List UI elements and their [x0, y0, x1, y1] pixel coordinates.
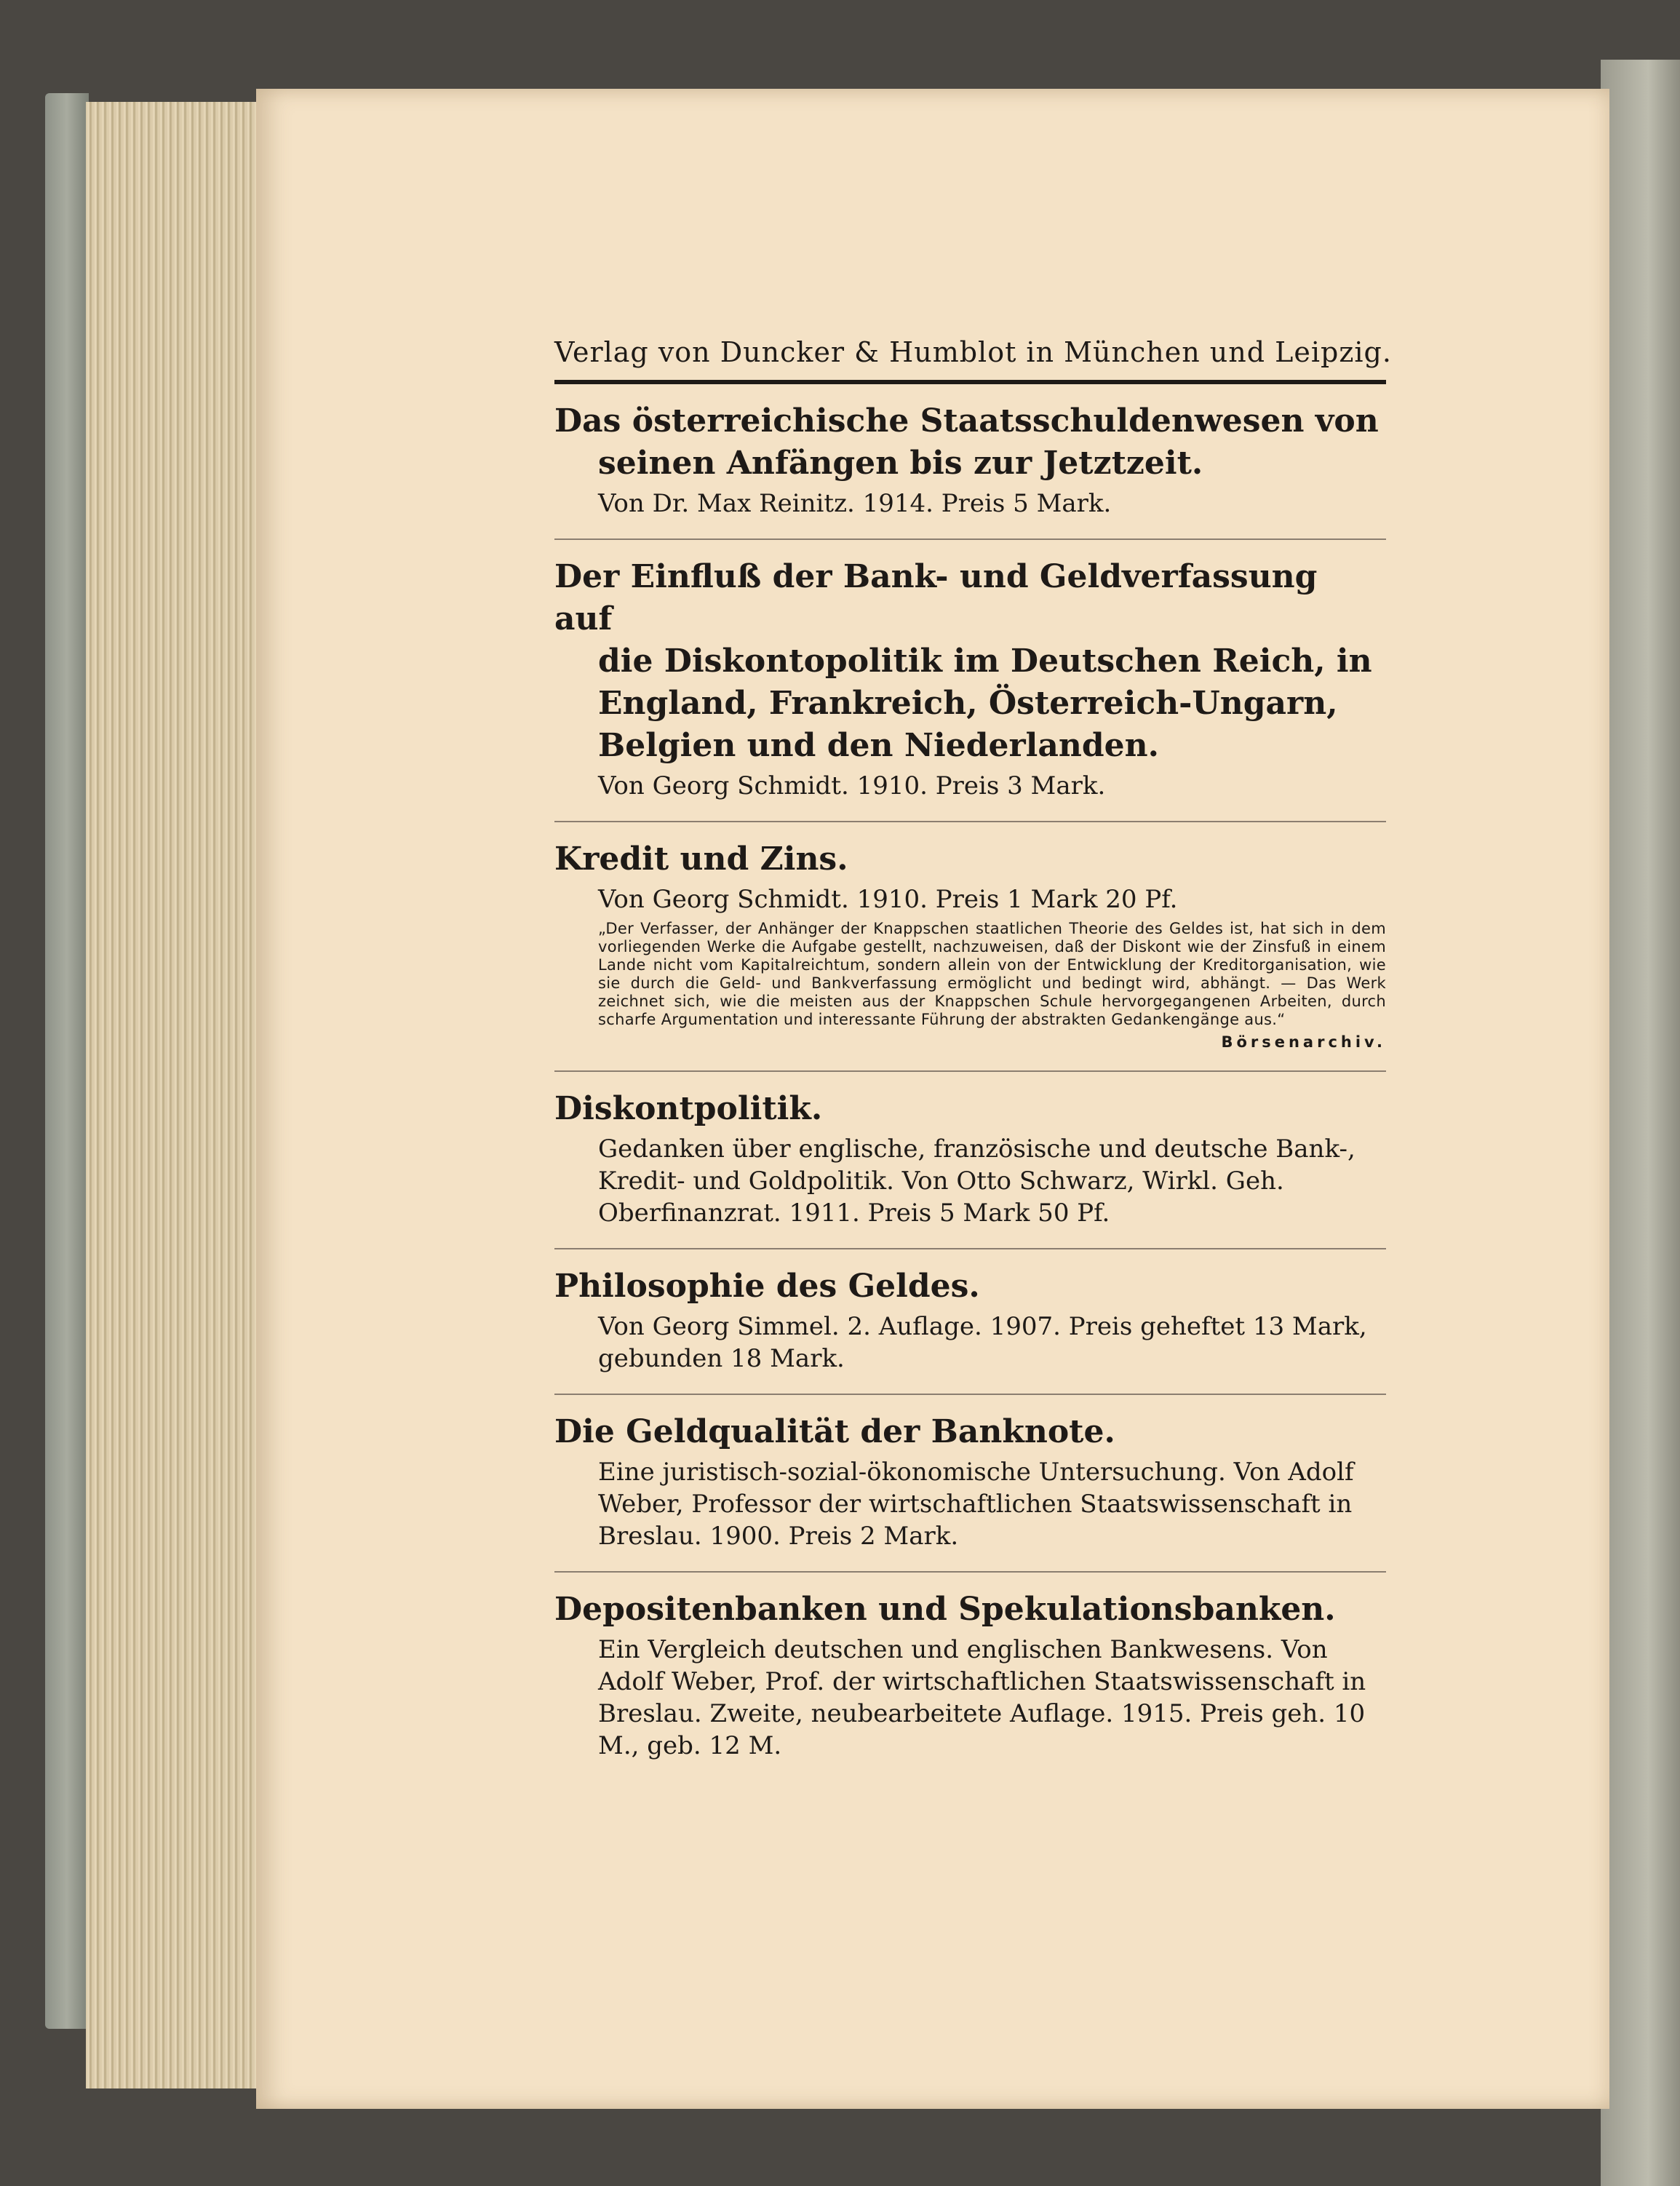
title-line: seinen Anfängen bis zur Jetztzeit. [598, 445, 1203, 482]
title-line: Belgien und den Niederlanden. [598, 727, 1159, 764]
catalog-entry [554, 384, 1386, 540]
entry-title [554, 838, 1386, 881]
entry-title [554, 1411, 1386, 1453]
page-edges [86, 102, 268, 2088]
catalog-entry [554, 540, 1386, 822]
book-cover-right [1601, 60, 1680, 2186]
entry-details: Eine juristisch-sozial-ökonomische Untersuchung. Von Adolf Weber, Professor der wirtschaftlichen Staatswissenschaft in Breslau. 1900. Preis 2 Mark. [598, 1458, 1354, 1551]
publisher-catalog [554, 336, 1392, 1781]
entry-title [554, 1589, 1386, 1631]
title-line: England, Frankreich, Österreich-Ungarn, [598, 685, 1338, 722]
catalog-entry [554, 1573, 1386, 1781]
title-line: Philosophie des Geldes. [554, 1268, 980, 1305]
review-quote: „Der Verfasser, der Anhänger der Knappschen staatlichen Theorie des Geldes ist, hat sich in dem vorliegenden Werke die Aufgabe gestellt, nachzuweisen, daß der Diskont wie der Zinsfuß in einem Lande nicht vom Kapitalreichtum, sondern allein von der Entwicklung der Kreditorganisation, wie sie durch die Geld- und Bankverfassung ermöglicht und bedingt wird, abhängt. — Das Werk zeichnet sich, wie die meisten aus der Knappschen Schule hervorgegangenen Arbeiten, durch scharfe Argumentation und interessante Führung der abstrakten Gedankengänge aus.“ [598, 920, 1386, 1028]
title-line: die Diskontopolitik im Deutschen Reich, in [598, 643, 1372, 680]
title-line: Der Einfluß der Bank- und Geldverfassung auf [554, 558, 1318, 637]
entry-title [554, 556, 1386, 767]
catalog-entry [554, 1249, 1386, 1395]
entry-details: Von Georg Schmidt. 1910. Preis 1 Mark 20 Pf. [598, 885, 1178, 914]
title-line: Das österreichische Staatsschuldenwesen von [554, 402, 1379, 440]
quote-source: Börsenarchiv. [1221, 1033, 1386, 1051]
title-line: Diskontpolitik. [554, 1090, 823, 1127]
catalog-entry [554, 1072, 1386, 1249]
entry-details: Von Dr. Max Reinitz. 1914. Preis 5 Mark. [598, 489, 1112, 518]
catalog-entry [554, 1395, 1386, 1573]
entry-details: Von Georg Schmidt. 1910. Preis 3 Mark. [598, 771, 1106, 800]
entry-details: Von Georg Simmel. 2. Auflage. 1907. Preis geheftet 13 Mark, gebunden 18 Mark. [598, 1312, 1367, 1373]
entry-details: Gedanken über englische, französische und deutsche Bank-, Kredit- und Goldpolitik. Von Otto Schwarz, Wirkl. Geh. Oberfinanzrat. 1911. Preis 5 Mark 50 Pf. [598, 1134, 1355, 1228]
title-line: Kredit und Zins. [554, 840, 848, 878]
book-cover-left [45, 93, 89, 2029]
entry-title [554, 1088, 1386, 1130]
catalog-entry [554, 822, 1386, 1072]
entry-title [554, 1265, 1386, 1308]
title-line: Depositenbanken und Spekulationsbanken. [554, 1591, 1336, 1628]
entry-details: Ein Vergleich deutschen und englischen Bankwesens. Von Adolf Weber, Prof. der wirtschaftlichen Staatswissenschaft in Breslau. Zweite, neubearbeitete Auflage. 1915. Preis geh. 10 M., geb. 12 M. [598, 1635, 1366, 1760]
publisher-header: Verlag von Duncker & Humblot in München und Leipzig. [554, 336, 1386, 384]
entry-title [554, 400, 1386, 485]
title-line: Die Geldqualität der Banknote. [554, 1413, 1115, 1450]
